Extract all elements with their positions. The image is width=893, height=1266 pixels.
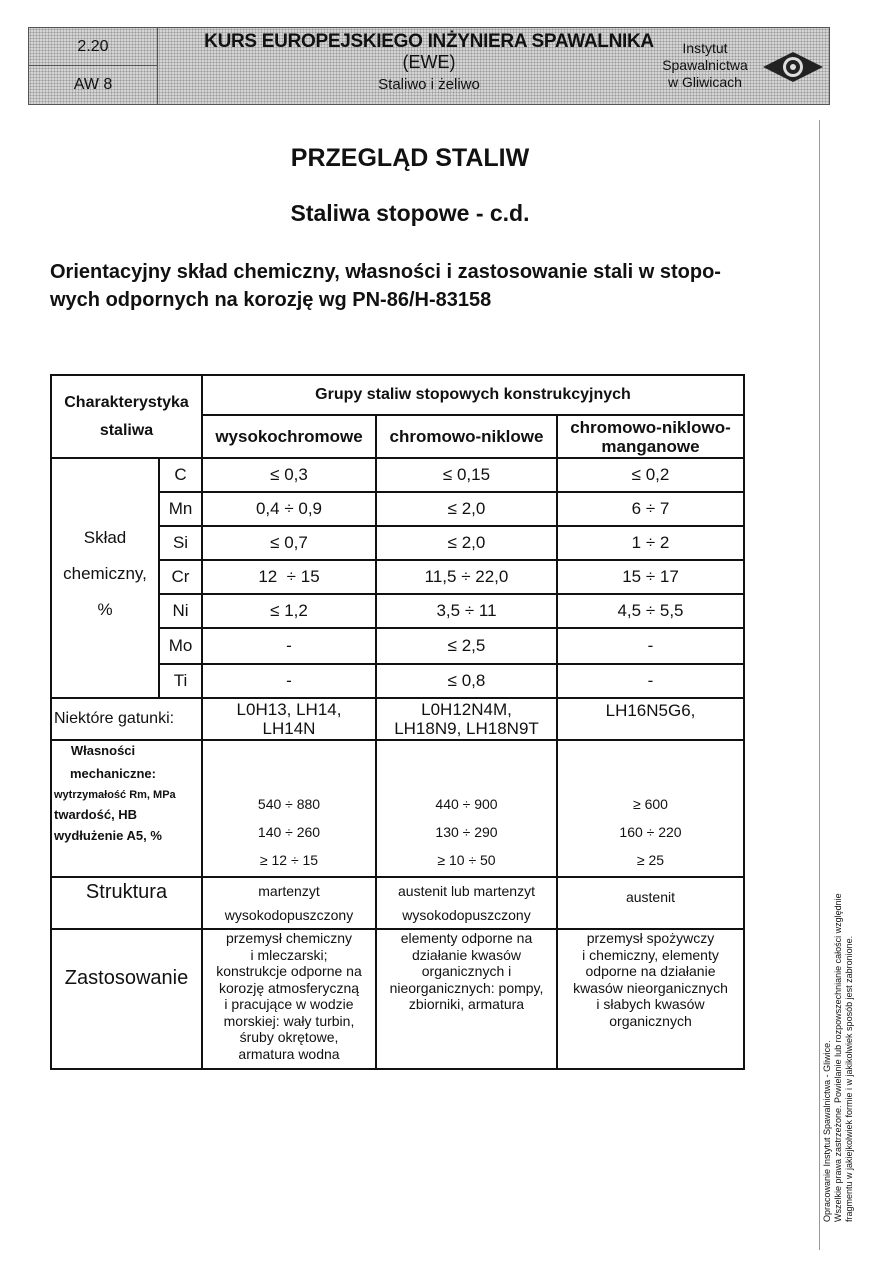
header-code-top: 2.20	[29, 28, 157, 66]
table-cell: 3,5 ÷ 11	[436, 601, 497, 620]
page-subtitle: Staliwa stopowe - c.d.	[290, 200, 530, 226]
col-header-line: manganowe	[601, 436, 700, 456]
application-line: armatura wodna	[238, 1045, 340, 1062]
composition-label-line: Skład	[83, 528, 127, 547]
mech-value: 140 ÷ 260	[257, 823, 321, 840]
mech-cell	[558, 789, 743, 874]
col-header-high-chromium: wysokochromowe	[215, 426, 363, 446]
mech-value: ≥ 12 ÷ 15	[259, 851, 319, 868]
grades-cell	[558, 699, 743, 739]
mech-value: 130 ÷ 290	[435, 823, 498, 840]
table-cell: ≤ 1,2	[270, 601, 308, 620]
institute-line: Instytut	[682, 40, 728, 56]
structure-cell	[377, 878, 556, 928]
table-cell: 15 ÷ 17	[622, 567, 679, 586]
application-line: organicznych	[609, 1012, 692, 1029]
structure-line: austenit lub martenzyt	[398, 883, 535, 899]
mech-cell	[203, 789, 375, 874]
mech-value: 440 ÷ 900	[435, 795, 498, 812]
composition-label	[52, 514, 158, 634]
application-cell	[558, 930, 743, 1068]
mech-label-line: wytrzymałość Rm, MPa	[54, 789, 176, 801]
header-section: Staliwo i żeliwo	[378, 76, 480, 93]
mech-label-line: twardość, HB	[54, 807, 138, 822]
header-band	[28, 27, 830, 105]
mech-value: 160 ÷ 220	[619, 823, 682, 840]
application-line: kwasów nieorganicznych	[573, 979, 728, 996]
table-cell: -	[647, 636, 654, 655]
table-cell: 12 ÷ 15	[258, 567, 320, 586]
table-cell: ≤ 0,15	[442, 465, 491, 484]
composition-label-line: %	[97, 600, 113, 619]
copyright-line: Wszelkie prawa zastrzeżone. Powielanie lub rozpowszechnianie całości względnie	[833, 893, 843, 1222]
structure-line: wysokodopuszczony	[224, 907, 354, 923]
table-border	[743, 374, 745, 1070]
application-cell	[203, 930, 375, 1068]
element-mo: Mo	[168, 636, 193, 655]
application-line: śruby okrętowe,	[239, 1029, 339, 1045]
structure-label: Struktura	[85, 880, 168, 903]
col-header-chromium-nickel: chromowo-niklowe	[389, 426, 544, 446]
header-characteristic	[52, 376, 201, 457]
table-cell: -	[647, 671, 654, 690]
element-si: Si	[172, 533, 189, 552]
table-border	[50, 1068, 745, 1070]
copyright-note	[822, 862, 855, 1222]
application-line: konstrukcje odporne na	[216, 963, 362, 979]
application-line: i słabych kwasów	[596, 996, 705, 1012]
element-ti: Ti	[173, 671, 188, 690]
copyright-line: fragmentu w jakiejkolwiek formie i w jakikolwiek sposób jest zabronione.	[844, 935, 854, 1222]
intro-line: wych odpornych na korozję wg PN-86/H-83158	[50, 289, 492, 311]
table-cell: 1 ÷ 2	[631, 533, 670, 552]
application-line: morskiej: wały turbin,	[223, 1012, 355, 1029]
element-c: C	[174, 465, 187, 484]
application-line: elementy odporne na	[400, 930, 533, 946]
header-title: KURS EUROPEJSKIEGO INŻYNIERA SPAWALNIKA	[204, 31, 654, 52]
application-line: nieorganicznych: pompy,	[389, 979, 544, 996]
mech-label-line: mechaniczne:	[70, 766, 156, 781]
mech-label-line: Własności	[70, 743, 136, 758]
mech-value: 540 ÷ 880	[257, 795, 321, 812]
header-code-box	[29, 28, 158, 104]
grades-cell	[203, 699, 375, 739]
structure-line: wysokodopuszczony	[402, 907, 531, 923]
grade-line: L0H12N4M,	[421, 700, 512, 719]
mech-label-line: wydłużenie A5, %	[54, 828, 162, 843]
application-line: zbiorniki, armatura	[408, 996, 525, 1012]
table-cell: ≤ 0,2	[631, 465, 670, 484]
element-cr: Cr	[171, 567, 190, 586]
table-cell: -	[286, 636, 292, 655]
structure-cell	[203, 878, 375, 928]
steel-table	[50, 374, 745, 1070]
header-subtitle: (EWE)	[402, 52, 456, 72]
table-cell: 4,5 ÷ 5,5	[617, 601, 684, 620]
col-header-chromium-nickel-manganese	[558, 416, 743, 457]
structure-cell: austenit	[625, 889, 676, 905]
header-groups: Grupy staliw stopowych konstrukcyjnych	[315, 386, 631, 403]
header-characteristic-line: Charakterystyka	[64, 393, 189, 411]
element-ni: Ni	[172, 601, 189, 620]
table-cell: -	[286, 671, 292, 690]
institute-line: w Gliwicach	[668, 74, 742, 90]
institute-logo-icon	[761, 50, 825, 84]
table-cell: ≤ 0,7	[270, 533, 308, 552]
page-title: PRZEGLĄD STALIW	[290, 144, 530, 172]
intro-text	[50, 258, 780, 314]
mech-value: ≥ 10 ÷ 50	[437, 851, 496, 868]
element-mn: Mn	[168, 499, 193, 518]
composition-label-line: chemiczny,	[63, 564, 147, 583]
application-line: korozję atmosferyczną	[218, 979, 360, 996]
structure-line: martenzyt	[258, 883, 320, 899]
header-characteristic-line: staliwa	[99, 421, 154, 439]
grades-label: Niektóre gatunki:	[54, 710, 175, 727]
mech-cell	[377, 789, 556, 874]
table-cell: ≤ 0,3	[270, 465, 308, 484]
intro-line: Orientacyjny skład chemiczny, własności i zastosowanie stali w stopo-	[50, 261, 721, 283]
application-line: i chemiczny, elementy	[582, 946, 719, 963]
mech-value: ≥ 25	[636, 851, 665, 868]
application-line: przemysł chemiczny	[225, 930, 353, 946]
application-label: Zastosowanie	[64, 966, 189, 989]
grade-line: LH18N9, LH18N9T	[394, 719, 539, 738]
application-line: i pracujące w wodzie	[224, 996, 354, 1012]
header-institute	[641, 40, 769, 91]
grades-cell	[377, 699, 556, 739]
grade-line: LH14N	[262, 719, 316, 738]
table-cell: ≤ 2,0	[447, 533, 486, 552]
table-cell: ≤ 0,8	[447, 671, 486, 690]
grade-line: LH16N5G6,	[605, 701, 696, 720]
header-code-bottom: AW 8	[73, 75, 113, 93]
mech-value: ≥ 600	[633, 795, 668, 812]
application-line: działanie kwasów	[412, 946, 521, 963]
header-center	[179, 32, 679, 94]
application-cell	[377, 930, 556, 1068]
table-cell: 0,4 ÷ 0,9	[255, 499, 323, 518]
col-header-line: chromowo-niklowo-	[570, 417, 731, 437]
grade-line: L0H13, LH14,	[236, 700, 342, 719]
mech-label	[54, 741, 201, 876]
application-line: organicznych i	[421, 963, 512, 979]
table-cell: ≤ 2,5	[447, 636, 486, 655]
application-line: i mleczarski;	[250, 946, 328, 963]
margin-rule	[819, 120, 820, 1250]
table-cell: 11,5 ÷ 22,0	[424, 567, 509, 586]
institute-line: Spawalnictwa	[662, 57, 748, 73]
table-cell: ≤ 2,0	[447, 499, 486, 518]
application-line: odporne na działanie	[585, 963, 716, 979]
application-line: przemysł spożywczy	[586, 930, 715, 946]
copyright-line: Opracowanie Instytut Spawalnictwa - Gliwice.	[822, 1040, 832, 1222]
table-cell: 6 ÷ 7	[631, 499, 670, 518]
